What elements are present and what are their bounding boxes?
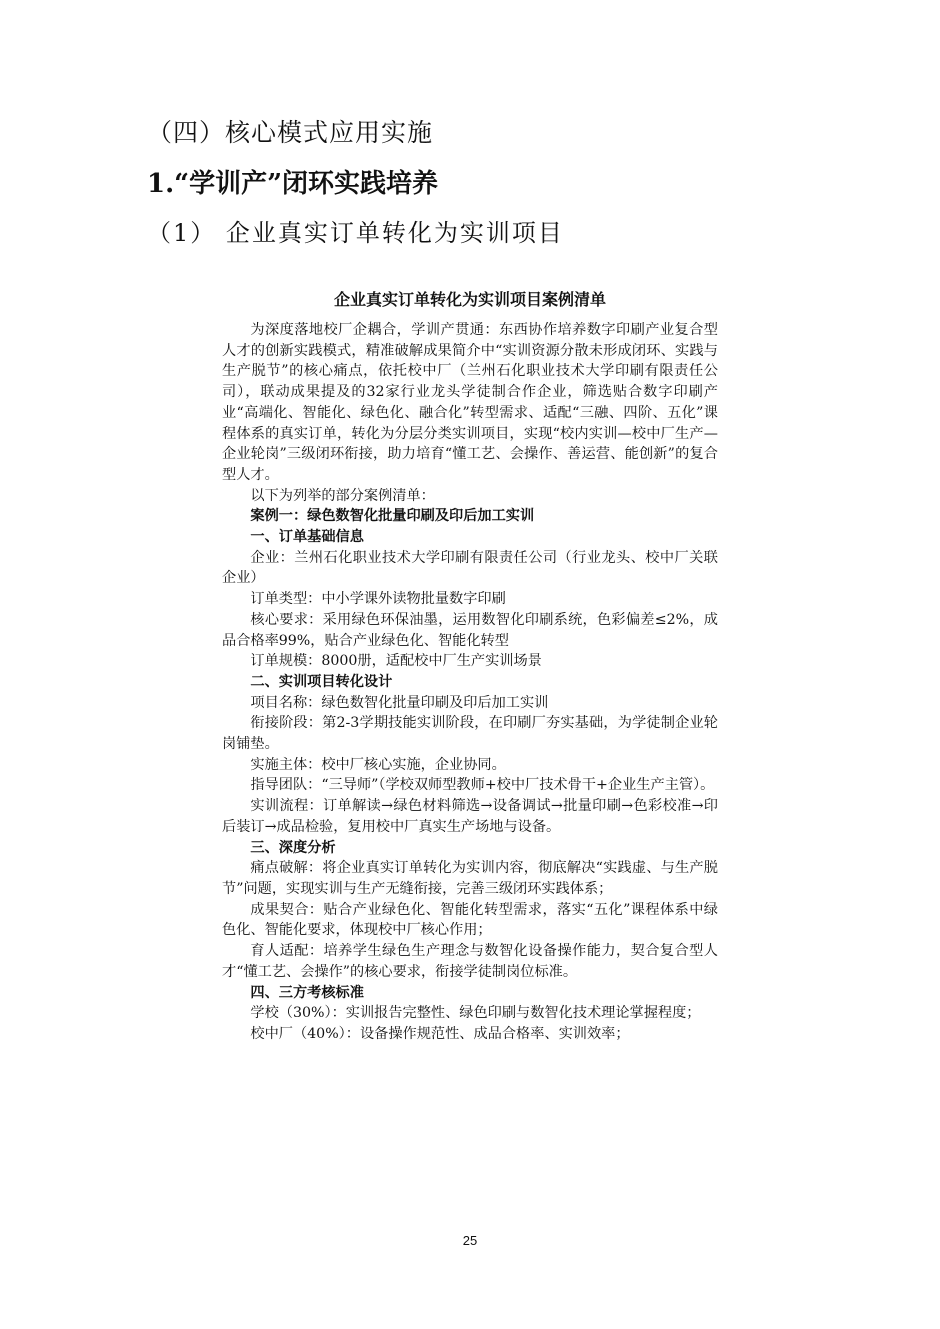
page-number: 25	[462, 1233, 478, 1248]
paragraph: 为深度落地校厂企耦合，学训产贯通：东西协作培养数字印刷产业复合型人才的创新实践模式，精准破解成果简介中“实训资源分散未形成闭环、实践与生产脱节”的核心痛点，依托校中厂（兰州石化职业技术大学印刷有限责任公司），联动成果提及的32家行业龙头学徒制合作企业，筛选贴合数字印刷产业“高端化、智能化、绿色化、融合化”转型需求、适配“三融、四阶、五化”课程体系的真实订单，转化为分层分类实训项目，实现“校内实训—校中厂生产—企业轮岗”三级闭环衔接，助力培育“懂工艺、会操作、善运营、能创新”的复合型人才。	[222, 322, 718, 483]
paragraph: 项目名称：绿色数智化批量印刷及印后加工实训	[250, 694, 549, 711]
paragraph: 以下为列举的部分案例清单：	[250, 487, 435, 504]
section-label: 一、订单基础信息	[250, 529, 364, 546]
section-heading: （四）核心模式应用实施	[147, 118, 434, 147]
paragraph: 实训流程：订单解读→绿色材料筛选→设备调试→批量印刷→色彩校准→印后装订→成品检验，复用校中厂真实生产场地与设备。	[222, 798, 718, 835]
paragraph: 订单规模：8000册，适配校中厂生产实训场景	[250, 653, 542, 670]
paragraph: 订单类型：中小学课外读物批量数字印刷	[250, 591, 506, 608]
section-label: 四、三方考核标准	[250, 984, 364, 1001]
paragraph: 成果契合：贴合产业绿色化、智能化转型需求，落实“五化”课程体系中绿色化、智能化要求，体现校中厂核心作用；	[222, 901, 718, 939]
paragraph: 实施主体：校中厂核心实施，企业协同。	[250, 756, 506, 773]
paragraph: 企业：兰州石化职业技术大学印刷有限责任公司（行业龙头、校中厂关联企业）	[222, 549, 718, 587]
paragraph: 指导团队：“三导师”（学校双师型教师+校中厂技术骨干+企业生产主管）。	[250, 777, 715, 794]
document-title: 企业真实订单转化为实训项目案例清单	[333, 290, 606, 309]
paragraph: 育人适配：培养学生绿色生产理念与数智化设备操作能力，契合复合型人才“懂工艺、会操作”的核心要求，衔接学徒制岗位标准。	[222, 943, 718, 980]
sub-heading: （1） 企业真实订单转化为实训项目	[147, 219, 564, 247]
section-label: 三、深度分析	[250, 839, 336, 856]
paragraph: 衔接阶段：第2-3学期技能实训阶段，在印刷厂夯实基础，为学徒制企业轮岗铺垫。	[222, 715, 718, 753]
paragraph: 学校（30%）：实训报告完整性、绿色印刷与数智化技术理论掌握程度；	[250, 1005, 701, 1022]
paragraph: 痛点破解：将企业真实订单转化为实训内容，彻底解决“实践虚、与生产脱节”问题，实现实训与生产无缝衔接，完善三级闭环实践体系；	[222, 860, 718, 897]
body-text	[222, 320, 718, 1045]
paragraph: 校中厂（40%）：设备操作规范性、成品合格率、实训效率；	[250, 1025, 630, 1042]
main-heading: 1.“学训产”闭环实践培养	[147, 169, 439, 199]
section-label: 二、实训项目转化设计	[250, 673, 393, 690]
paragraph: 核心要求：采用绿色环保油墨，运用数智化印刷系统，色彩偏差≤2%，成品合格率99%，贴合产业绿色化、智能化转型	[222, 611, 718, 649]
section-label: 案例一：绿色数智化批量印刷及印后加工实训	[250, 508, 535, 525]
